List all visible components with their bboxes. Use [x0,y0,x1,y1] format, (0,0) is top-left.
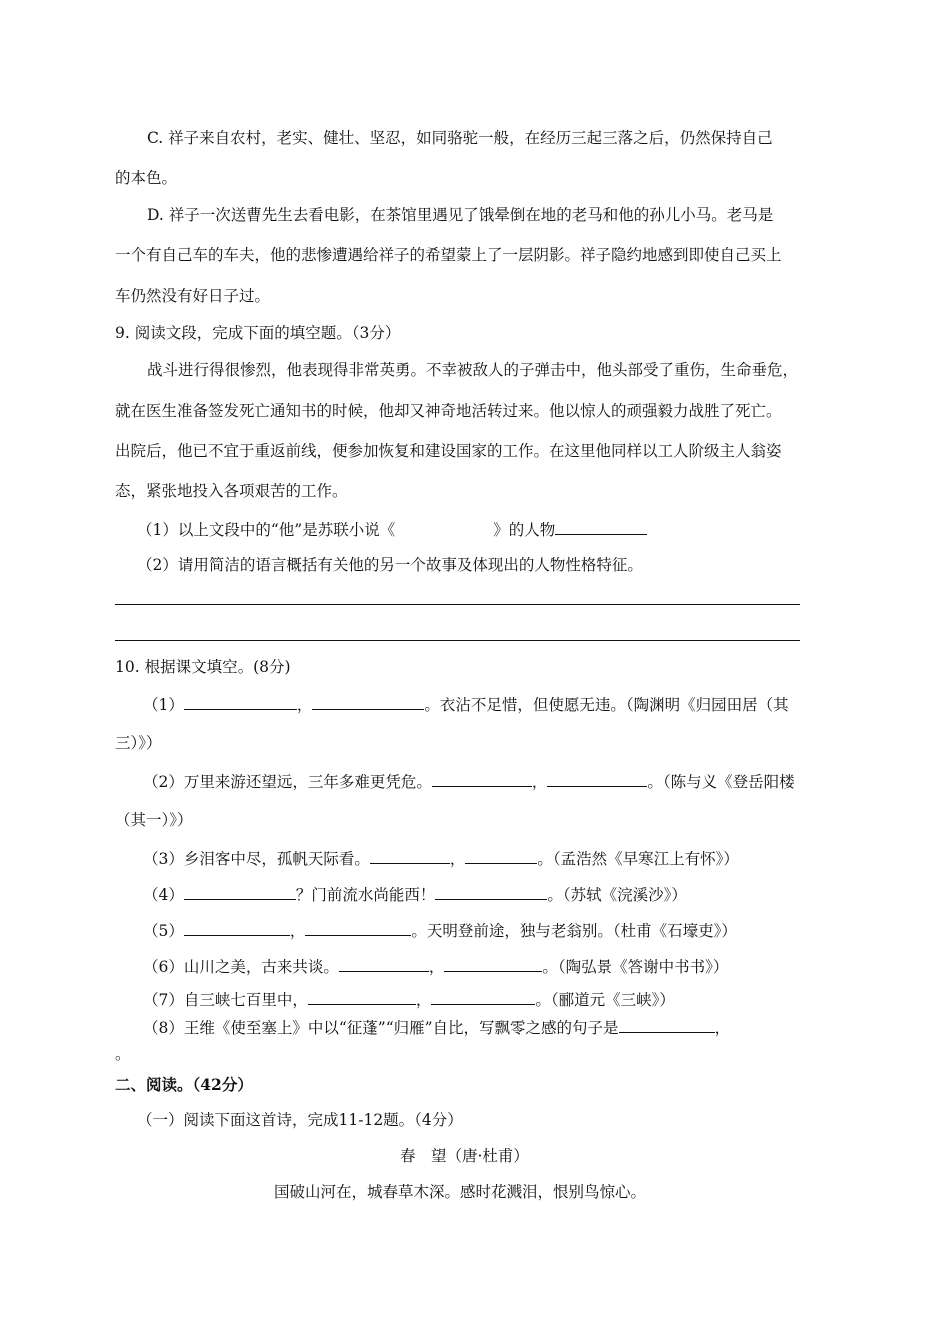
q10-item1-blank1[interactable] [184,693,297,710]
q10-item7 [143,988,675,1010]
q9-sub1-text-a: （1）以上文段中的“他”是苏联小说《 [137,521,396,539]
q10-item1-blank2[interactable] [312,693,424,710]
q10-item6-sep: ， [428,958,445,976]
q9-passage-line4: 态，紧张地投入各项艰苦的工作。 [115,482,348,500]
q9-character-blank[interactable] [555,518,647,535]
q10-item8-sep: ， [714,1019,731,1037]
q10-item6-text: （6）山川之美，古来共谈。 [143,958,339,976]
q9-answer-line-2[interactable] [115,640,800,641]
q10-item4-blank2[interactable] [435,883,547,900]
q9-passage-line2: 就在医生准备签发死亡通知书的时候，他却又神奇地活转过来。他以惊人的顽强毅力战胜了死亡。 [115,402,782,420]
q10-item7-blank2[interactable] [431,988,535,1005]
q10-item5-sep: ， [289,922,306,940]
part2-subsection: （一）阅读下面这首诗，完成11-12题。（4分） [137,1111,463,1129]
q10-item3-sep: ， [449,850,466,868]
q10-item5-num: （5） [143,922,184,940]
q10-item5-text: 。天明登前途，独与老翁别。（杜甫《石壕吏》） [411,922,737,940]
q10-item4-source: 。（苏轼《浣溪沙》） [547,886,687,904]
q10-item8-blank1[interactable] [619,1016,715,1033]
q9-sub1-text-b: 》的人物 [493,521,556,539]
q10-item3-blank1[interactable] [370,847,450,864]
q10-item7-sep: ， [415,991,432,1009]
q10-item6 [143,955,728,977]
q9-sub2: （2）请用简洁的语言概括有关他的另一个故事及体现出的人物性格特征。 [137,556,643,574]
q10-item4-text: ？门前流水尚能西！ [295,886,436,904]
q10-item5-blank2[interactable] [305,919,411,936]
q10-item2-blank1[interactable] [432,770,532,787]
q10-item1-cont: 三）》） [115,734,162,752]
q9-passage-line3: 出院后，他已不宜于重返前线，便参加恢复和建设国家的工作。在这里他同样以工人阶级主人翁姿 [115,442,782,460]
q10-item3-text: （3）乡泪客中尽，孤帆天际看。 [143,850,370,868]
q9-answer-line-1[interactable] [115,604,800,605]
q10-item2-text: （2）万里来游还望远，三年多难更凭危。 [143,773,432,791]
q10-item4-blank1[interactable] [184,883,296,900]
q10-item4 [143,883,687,905]
q10-item2-blank2[interactable] [547,770,647,787]
q10-item1-text: 。衣沾不足惜，但使愿无违。（陶渊明《归园田居（其 [424,696,789,714]
q8-option-d-line2: 一个有自己车的车夫，他的悲惨遭遇给祥子的希望蒙上了一层阴影。祥子隐约地感到即使自己买上 [115,246,782,264]
q10-item5 [143,919,737,941]
q10-item1-num: （1） [143,696,184,714]
q9-sub1 [137,518,647,540]
part2-title: 二、阅读。（42分） [115,1075,253,1094]
q10-item6-blank2[interactable] [444,955,542,972]
q10-item7-blank1[interactable] [308,988,416,1005]
q8-option-c-line1: C. 祥子来自农村，老实、健壮、坚忍，如同骆驼一般，在经历三起三落之后，仍然保持自己 [147,129,773,147]
q9-title: 9. 阅读文段，完成下面的填空题。（3分） [115,324,401,342]
q8-option-c-line2: 的本色。 [115,169,178,187]
q10-item3 [143,847,739,869]
q8-option-d-line3: 车仍然没有好日子过。 [115,287,271,305]
q10-item3-blank2[interactable] [465,847,537,864]
q10-item2 [143,770,795,792]
q10-item6-blank1[interactable] [339,955,429,972]
q10-item7-source: 。（郦道元《三峡》） [535,991,675,1009]
q8-option-d-line1: D. 祥子一次送曹先生去看电影，在茶馆里遇见了饿晕倒在地的老马和他的孙儿小马。老马是 [147,206,774,224]
q10-item3-source: 。（孟浩然《早寒江上有怀》） [537,850,739,868]
q10-item2-source: 。（陈与义《登岳阳楼 [647,773,795,791]
q10-item5-blank1[interactable] [184,919,290,936]
q10-item8-text: （8）王维《使至塞上》中以“征蓬”“归雁”自比，写飘零之感的句子是 [143,1019,619,1037]
q10-title: 10. 根据课文填空。(8分) [115,658,291,676]
q10-item2-sep: ， [531,773,548,791]
q10-item8-cont [115,1042,131,1064]
poem-title: 春 望（唐·杜甫） [400,1147,529,1165]
q10-item8-end: 。 [115,1045,131,1063]
q10-item7-text: （7）自三峡七百里中， [143,991,308,1009]
q10-item1-sep: ， [296,696,313,714]
q10-item2-cont: （其一）》） [115,811,193,829]
q10-item6-source: 。（陶弘景《答谢中书书》） [542,958,729,976]
q10-item4-num: （4） [143,886,184,904]
q10-item1 [143,693,789,715]
q9-passage-line1: 战斗进行得很惨烈，他表现得非常英勇。不幸被敌人的子弹击中，他头部受了重伤，生命垂危， [147,361,799,379]
q10-item8 [143,1016,730,1038]
poem-line-1: 国破山河在，城春草木深。感时花溅泪，恨别鸟惊心。 [274,1183,647,1201]
